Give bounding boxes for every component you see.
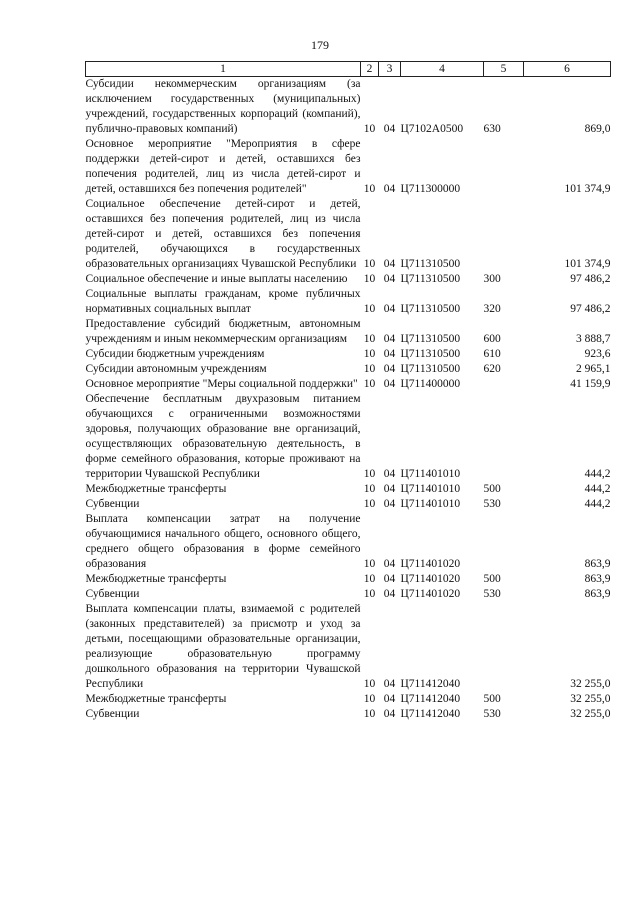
row-expense-type: 320: [483, 303, 501, 315]
table-row: [86, 77, 611, 138]
row-expense-type: 620: [483, 363, 501, 375]
row-target-code: Ц711412040: [400, 693, 461, 705]
row-expense-type: 500: [483, 573, 501, 585]
table-row: [86, 707, 611, 722]
row-target-code: Ц711310500: [400, 258, 461, 270]
column-number-row: [86, 62, 611, 77]
row-amount: 2 965,1: [576, 363, 611, 375]
row-section: 10: [363, 588, 376, 600]
row-amount: 32 255,0: [570, 678, 611, 690]
column-header: 3: [379, 62, 401, 77]
row-amount: 863,9: [584, 588, 611, 600]
row-subsection: 04: [383, 558, 396, 570]
row-name: Основное мероприятие "Мероприятия в сфере поддержки детей-сирот и детей, оставшихся без попечения родителей, лиц из числа детей-сирот и детей, оставшихся без попечения родителей": [85, 138, 361, 195]
row-target-code: Ц711400000: [400, 378, 461, 390]
budget-table-body: [86, 77, 611, 723]
row-section: 10: [363, 303, 376, 315]
row-name: Субвенции: [85, 588, 140, 600]
row-section: 10: [363, 573, 376, 585]
row-name: Социальное обеспечение детей-сирот и детей, оставшихся без попечения родителей, лиц из числа детей-сирот и детей, оставшихся без попечения родителей, обучающихся в государственных образовательных организациях Чувашской Республики: [85, 198, 361, 270]
table-row: [86, 572, 611, 587]
column-header: 4: [401, 62, 484, 77]
row-target-code: Ц711401010: [400, 498, 461, 510]
row-expense-type: [484, 512, 524, 572]
table-row: [86, 362, 611, 377]
row-amount: 923,6: [584, 348, 611, 360]
row-subsection: 04: [383, 678, 396, 690]
row-name: Социальное обеспечение и иные выплаты населению: [85, 273, 348, 285]
row-expense-type: 530: [483, 498, 501, 510]
row-name: Основное мероприятие "Меры социальной поддержки": [85, 378, 358, 390]
row-subsection: 04: [383, 573, 396, 585]
row-name: Выплата компенсации затрат на получение обучающимися начального общего, основного общего, среднего общего образования в форме семейного образования: [85, 513, 361, 570]
row-subsection: 04: [383, 588, 396, 600]
row-name: Межбюджетные трансферты: [85, 483, 227, 495]
row-amount: 97 486,2: [570, 273, 611, 285]
row-section: 10: [363, 468, 376, 480]
row-amount: 32 255,0: [570, 693, 611, 705]
row-target-code: Ц711401010: [400, 468, 461, 480]
table-row: [86, 512, 611, 572]
row-subsection: 04: [383, 363, 396, 375]
row-target-code: Ц711401020: [400, 588, 461, 600]
row-name: Субвенции: [85, 708, 140, 720]
page-number: 179: [311, 38, 329, 52]
row-target-code: Ц711401020: [400, 558, 461, 570]
row-section: 10: [363, 378, 376, 390]
table-row: [86, 272, 611, 287]
row-subsection: 04: [383, 258, 396, 270]
row-name: Предоставление субсидий бюджетным, автономным учреждениям и иным некоммерческим организациям: [85, 318, 361, 345]
column-header: 6: [524, 62, 611, 77]
row-section: 10: [363, 183, 376, 195]
budget-table: [85, 61, 611, 722]
row-subsection: 04: [383, 483, 396, 495]
row-subsection: 04: [383, 348, 396, 360]
row-target-code: Ц7102А0500: [400, 123, 464, 135]
row-name: Социальные выплаты гражданам, кроме публичных нормативных социальных выплат: [85, 288, 361, 315]
row-expense-type: [484, 137, 524, 197]
table-row: [86, 482, 611, 497]
row-target-code: Ц711310500: [400, 273, 461, 285]
column-header: 5: [484, 62, 524, 77]
row-subsection: 04: [383, 468, 396, 480]
row-name: Субсидии некоммерческим организациям (за исключением государственных (муниципальных) учреждений, государственных корпораций (компаний), публично-правовых компаний): [85, 78, 361, 135]
row-target-code: Ц711310500: [400, 363, 461, 375]
row-target-code: Ц711310500: [400, 303, 461, 315]
row-target-code: Ц711310500: [400, 333, 461, 345]
table-row: [86, 497, 611, 512]
row-section: 10: [363, 123, 376, 135]
row-subsection: 04: [383, 333, 396, 345]
row-section: 10: [363, 708, 376, 720]
row-amount: 101 374,9: [564, 183, 611, 195]
row-section: 10: [363, 678, 376, 690]
row-amount: 3 888,7: [576, 333, 611, 345]
row-section: 10: [363, 273, 376, 285]
row-subsection: 04: [383, 123, 396, 135]
row-name: Субсидии автономным учреждениям: [85, 363, 267, 375]
row-amount: 444,2: [584, 483, 611, 495]
row-expense-type: 600: [483, 333, 501, 345]
table-row: [86, 587, 611, 602]
row-target-code: Ц711412040: [400, 708, 461, 720]
row-expense-type: 630: [483, 123, 501, 135]
row-amount: 41 159,9: [570, 378, 611, 390]
column-header: 2: [361, 62, 379, 77]
row-subsection: 04: [383, 498, 396, 510]
row-section: 10: [363, 348, 376, 360]
row-amount: 101 374,9: [564, 258, 611, 270]
row-section: 10: [363, 333, 376, 345]
row-name: Межбюджетные трансферты: [85, 693, 227, 705]
row-section: 10: [363, 693, 376, 705]
row-amount: 869,0: [584, 123, 611, 135]
row-subsection: 04: [383, 183, 396, 195]
row-name: Субвенции: [85, 498, 140, 510]
row-target-code: Ц711401020: [400, 573, 461, 585]
row-name: Субсидии бюджетным учреждениям: [85, 348, 265, 360]
row-expense-type: 530: [483, 708, 501, 720]
row-expense-type: [484, 377, 524, 392]
row-target-code: Ц711300000: [400, 183, 461, 195]
row-target-code: Ц711401010: [400, 483, 461, 495]
row-section: 10: [363, 558, 376, 570]
row-expense-type: 610: [483, 348, 501, 360]
table-row: [86, 287, 611, 317]
table-row: [86, 347, 611, 362]
column-header: 1: [86, 62, 361, 77]
row-subsection: 04: [383, 693, 396, 705]
row-expense-type: 300: [483, 273, 501, 285]
row-section: 10: [363, 483, 376, 495]
row-subsection: 04: [383, 273, 396, 285]
row-expense-type: 500: [483, 693, 501, 705]
row-expense-type: [484, 392, 524, 482]
table-row: [86, 692, 611, 707]
row-name: Выплата компенсации платы, взимаемой с родителей (законных представителей) за присмотр и уход за детьми, посещающими образовательные организации, реализующие образовательную программу дошкольного образования на территории Чувашской Республики: [85, 603, 361, 690]
row-expense-type: [484, 602, 524, 692]
row-expense-type: 530: [483, 588, 501, 600]
row-section: 10: [363, 258, 376, 270]
row-target-code: Ц711310500: [400, 348, 461, 360]
row-amount: 863,9: [584, 558, 611, 570]
row-section: 10: [363, 498, 376, 510]
row-name: Обеспечение бесплатным двухразовым питанием обучающихся с ограниченными возможностями здоровья, получающих образование вне организаций, осуществляющих образовательную деятельность, в форме семейного образования, которые проживают на территории Чувашской Республики: [85, 393, 361, 480]
row-subsection: 04: [383, 378, 396, 390]
row-amount: 32 255,0: [570, 708, 611, 720]
row-amount: 444,2: [584, 468, 611, 480]
row-target-code: Ц711412040: [400, 678, 461, 690]
row-amount: 444,2: [584, 498, 611, 510]
row-subsection: 04: [383, 303, 396, 315]
row-expense-type: [484, 197, 524, 272]
row-name: Межбюджетные трансферты: [85, 573, 227, 585]
table-row: [86, 392, 611, 482]
table-row: [86, 317, 611, 347]
row-subsection: 04: [383, 708, 396, 720]
table-row: [86, 137, 611, 197]
row-expense-type: 500: [483, 483, 501, 495]
table-row: [86, 602, 611, 692]
row-section: 10: [363, 363, 376, 375]
table-row: [86, 197, 611, 272]
table-row: [86, 377, 611, 392]
row-amount: 863,9: [584, 573, 611, 585]
row-amount: 97 486,2: [570, 303, 611, 315]
